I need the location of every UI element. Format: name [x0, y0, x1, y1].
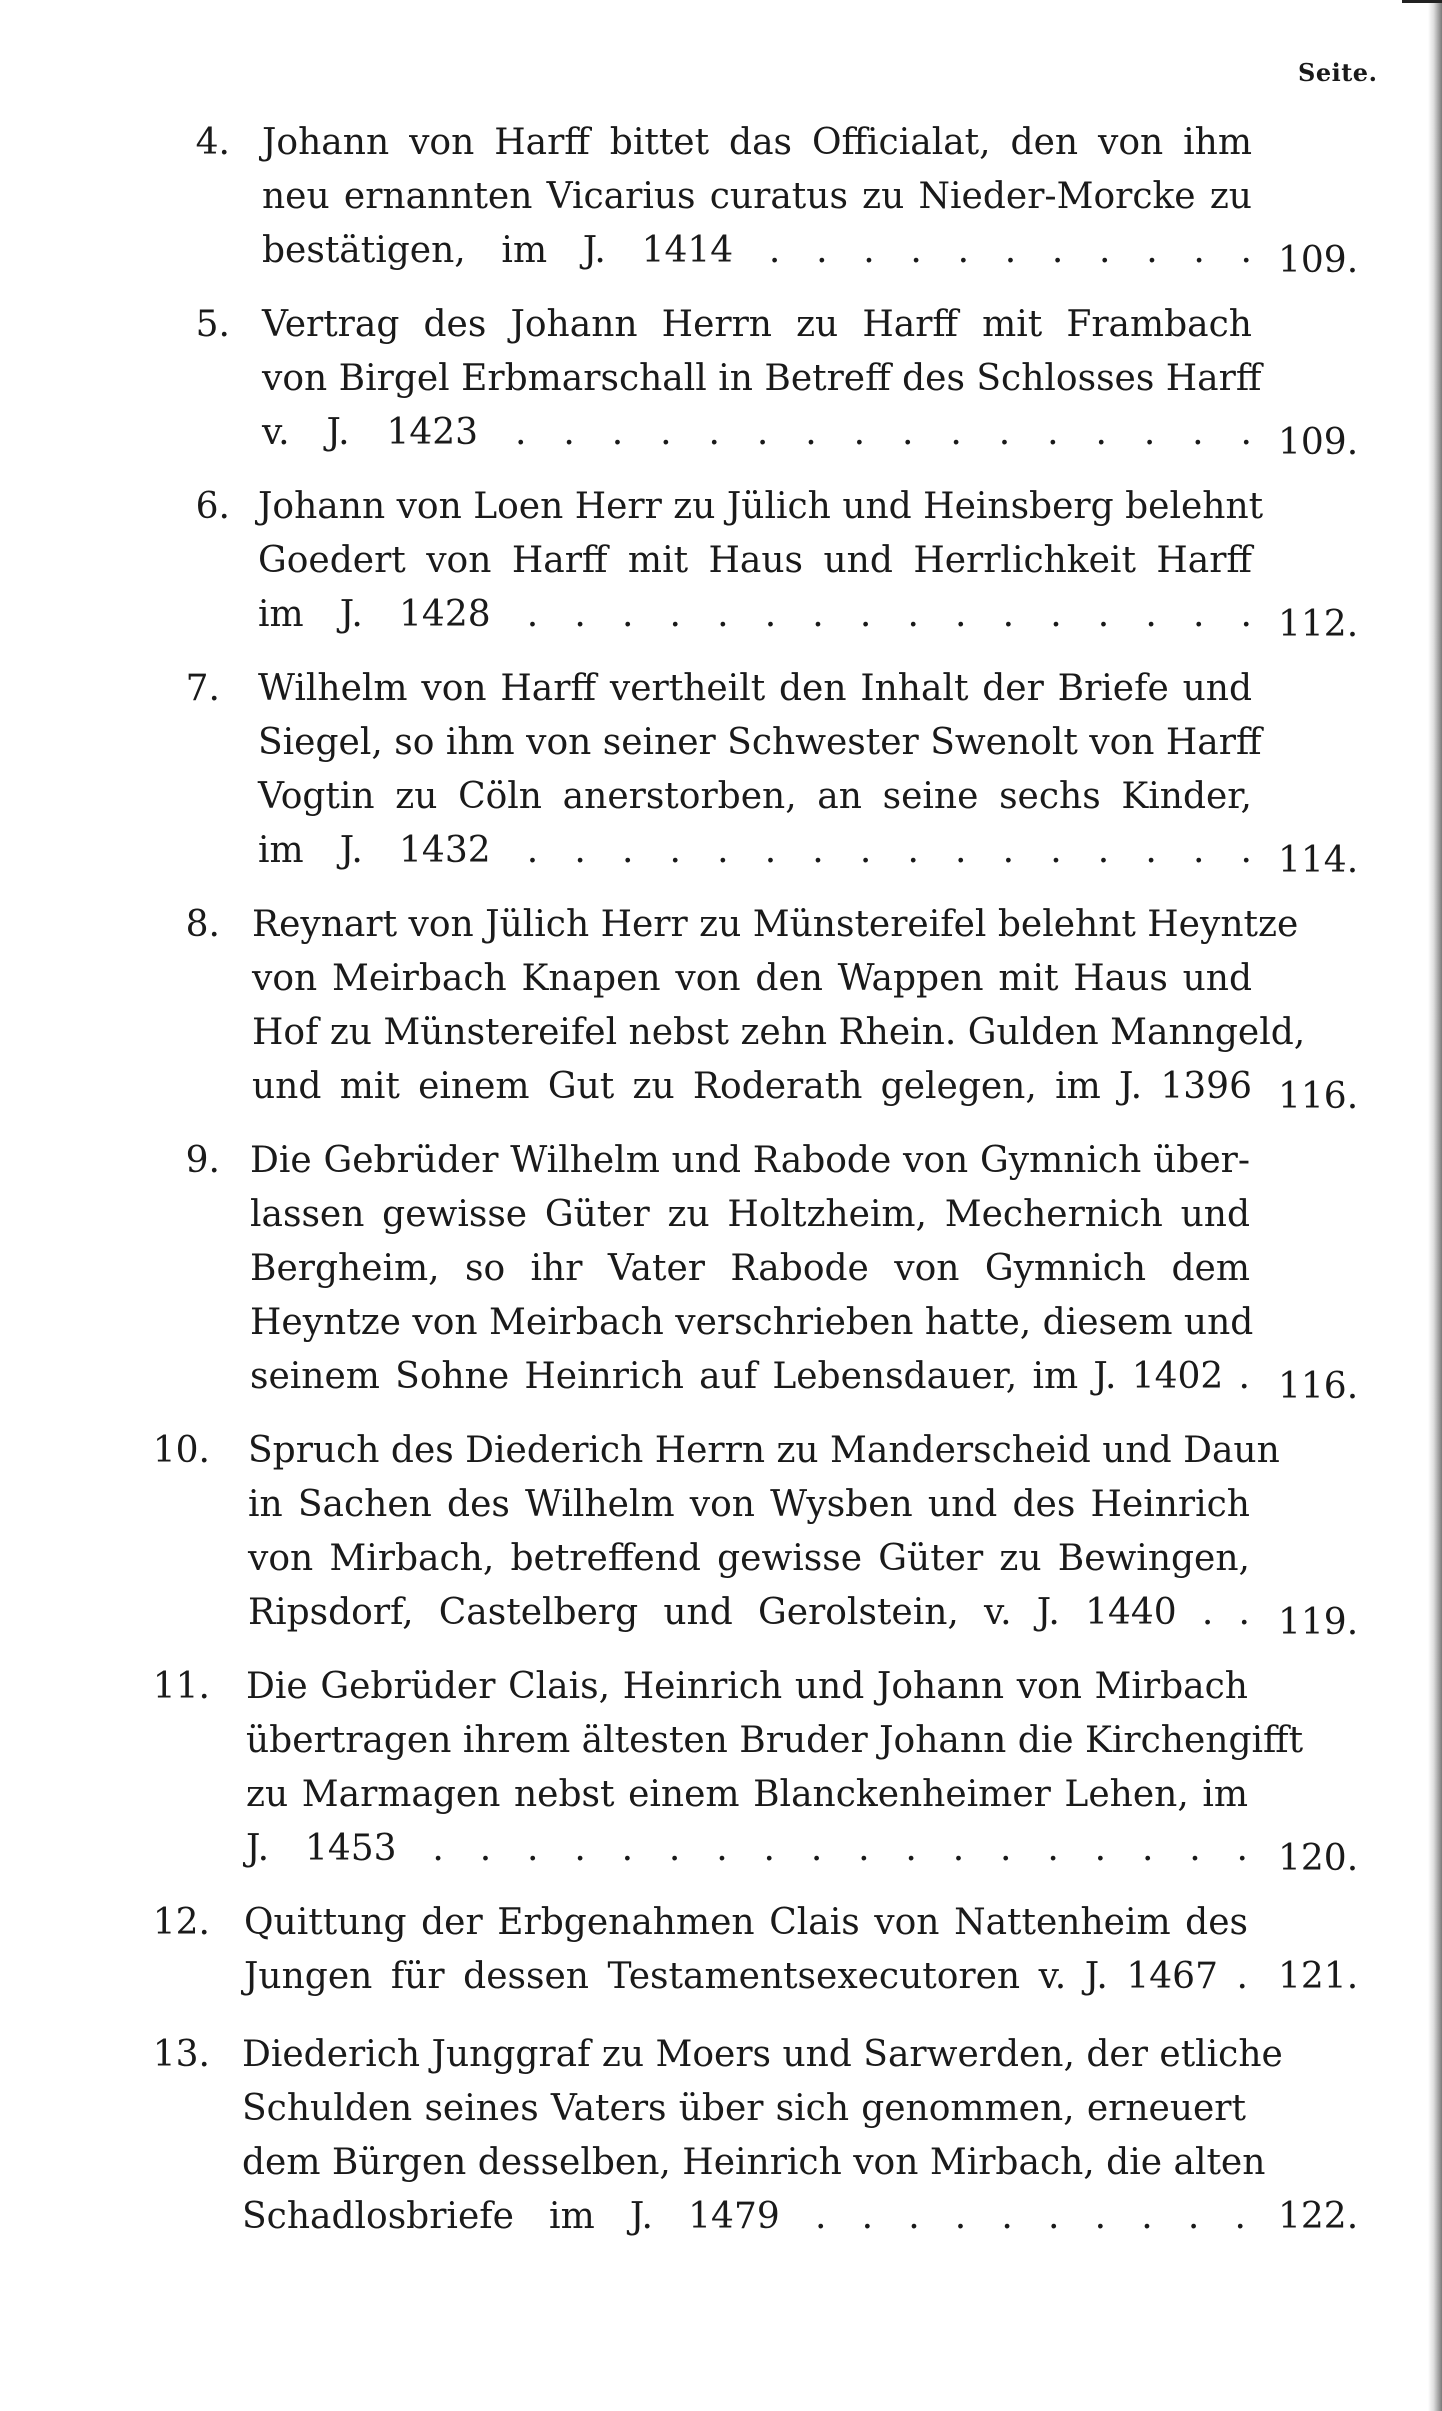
entry-line: in Sachen des Wilhelm von Wysben und des Heinrich — [248, 1484, 1250, 1525]
entry-line: Johann von Harff bittet das Officialat, den von ihm — [262, 122, 1252, 163]
entry-line: J. 1453 . . . . . . . . . . . . . . . . . . — [246, 1828, 1248, 1869]
entry-number: 4. — [195, 122, 230, 163]
entry-line: lassen gewisse Güter zu Holtzheim, Mechernich und — [250, 1194, 1250, 1235]
entry-line: von Meirbach Knapen von den Wappen mit Haus und — [252, 958, 1252, 999]
page-reference: 109. — [1278, 422, 1359, 463]
page-reference: 114. — [1278, 840, 1359, 881]
entry-line: Wilhelm von Harff vertheilt den Inhalt der Briefe und — [258, 668, 1252, 709]
entry-line: Ripsdorf, Castelberg und Gerolstein, v. J. 1440 . . — [248, 1592, 1250, 1633]
page-reference: 116. — [1278, 1366, 1359, 1407]
entry-line: Hof zu Münstereifel nebst zehn Rhein. Gulden Manngeld, — [252, 1012, 1306, 1053]
page-corner-mark — [1402, 0, 1442, 13]
entry-line: Die Gebrüder Wilhelm und Rabode von Gymnich über- — [250, 1140, 1250, 1181]
page-reference: 121. — [1278, 1956, 1359, 1997]
entry-line: Bergheim, so ihr Vater Rabode von Gymnich dem — [250, 1248, 1250, 1289]
entry-number: 13. — [152, 2034, 210, 2075]
entry-line: zu Marmagen nebst einem Blanckenheimer Lehen, im — [246, 1774, 1248, 1815]
entry-line: seinem Sohne Heinrich auf Lebensdauer, im J. 1402 . — [250, 1356, 1250, 1397]
entry-line: von Birgel Erbmarschall in Betreff des Schlosses Harff — [262, 358, 1262, 399]
entry-line: im J. 1432 . . . . . . . . . . . . . . . . — [258, 830, 1252, 871]
entry-line: Schadlosbriefe im J. 1479 . . . . . . . . . . — [242, 2196, 1246, 2237]
entry-number: 11. — [152, 1666, 210, 1707]
entry-line: übertragen ihrem ältesten Bruder Johann die Kirchengifft — [246, 1720, 1304, 1761]
entry-line: dem Bürgen desselben, Heinrich von Mirbach, die alten — [242, 2142, 1266, 2183]
page-reference: 119. — [1278, 1602, 1359, 1643]
entry-number: 9. — [185, 1140, 220, 1181]
page-reference: 112. — [1278, 604, 1359, 645]
entry-number: 10. — [152, 1430, 210, 1471]
entry-line: Reynart von Jülich Herr zu Münstereifel belehnt Heyntze — [252, 904, 1299, 945]
entry-line: Quittung der Erbgenahmen Clais von Nattenheim des — [244, 1902, 1248, 1943]
page-reference: 109. — [1278, 240, 1359, 281]
entry-line: neu ernannten Vicarius curatus zu Nieder-Morcke zu — [262, 176, 1252, 217]
entry-line: bestätigen, im J. 1414 . . . . . . . . . . . — [262, 230, 1252, 271]
entry-line: Schulden seines Vaters über sich genommen, erneuert — [242, 2088, 1246, 2129]
entry-line: Vogtin zu Cöln anerstorben, an seine sechs Kinder, — [258, 776, 1252, 817]
entry-number: 6. — [195, 486, 230, 527]
entry-line: Spruch des Diederich Herrn zu Manderscheid und Daun — [248, 1430, 1280, 1471]
page-reference: 122. — [1278, 2196, 1359, 2237]
entry-number: 5. — [195, 304, 230, 345]
entry-line: Siegel, so ihm von seiner Schwester Swenolt von Harff — [258, 722, 1262, 763]
entry-line: und mit einem Gut zu Roderath gelegen, im J. 1396 — [252, 1066, 1252, 1107]
entry-line: Johann von Loen Herr zu Jülich und Heinsberg belehnt — [258, 486, 1264, 527]
entry-line: Diederich Junggraf zu Moers und Sarwerden, der etliche — [242, 2034, 1283, 2075]
entry-number: 12. — [152, 1902, 210, 1943]
entry-line: Heyntze von Meirbach verschrieben hatte, diesem und — [250, 1302, 1254, 1343]
entry-line: Die Gebrüder Clais, Heinrich und Johann von Mirbach — [246, 1666, 1248, 1707]
entry-line: Vertrag des Johann Herrn zu Harff mit Frambach — [262, 304, 1252, 345]
entry-line: Jungen für dessen Testamentsexecutoren v. J. 1467 . — [244, 1956, 1248, 1997]
page-reference: 116. — [1278, 1076, 1359, 1117]
entry-line: Goedert von Harff mit Haus und Herrlichkeit Harff — [258, 540, 1252, 581]
page-edge-shadow — [1428, 0, 1442, 2411]
entry-number: 7. — [185, 668, 220, 709]
entry-number: 8. — [185, 904, 220, 945]
seite-column-header: Seite. — [1298, 58, 1378, 87]
entry-line: v. J. 1423 . . . . . . . . . . . . . . . . — [262, 412, 1252, 453]
page-reference: 120. — [1278, 1838, 1359, 1879]
entry-line: im J. 1428 . . . . . . . . . . . . . . . . — [258, 594, 1252, 635]
entry-line: von Mirbach, betreffend gewisse Güter zu Bewingen, — [248, 1538, 1250, 1579]
